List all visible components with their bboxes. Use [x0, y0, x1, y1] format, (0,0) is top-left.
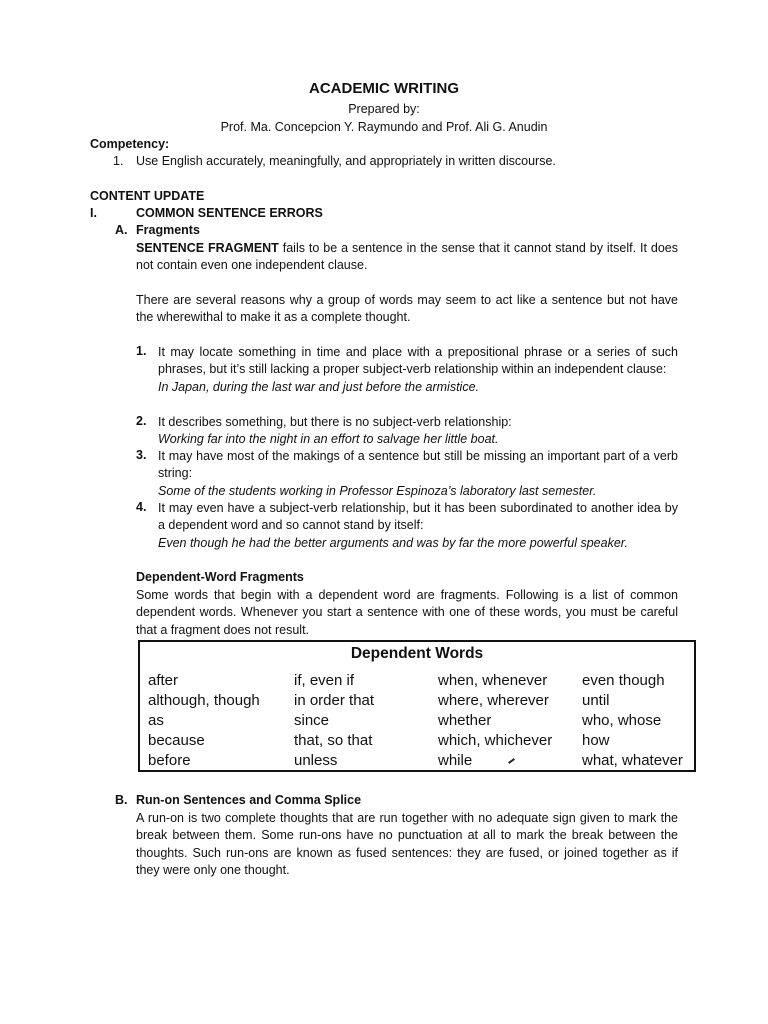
table-cell: if, even if	[294, 672, 355, 689]
table-cell: that, so that	[294, 732, 373, 749]
item-text: It may have most of the makings of a sentence but still be missing an important part of a verb string:	[158, 449, 678, 481]
subsection-b-title: Run-on Sentences and Comma Splice	[136, 793, 362, 807]
item-example: Even though he had the better arguments and was by far the more powerful speaker.	[158, 535, 628, 550]
table-cell: before	[148, 752, 191, 769]
list-item	[158, 448, 678, 500]
table-cell: after	[148, 672, 179, 689]
table-cell: unless	[294, 752, 338, 769]
table-cell: until	[582, 692, 610, 709]
item-example: Some of the students working in Professor Espinoza’s laboratory last semester.	[158, 483, 597, 498]
dependent-word-heading: Dependent-Word Fragments	[136, 570, 304, 584]
runon-paragraph: A run-on is two complete thoughts that are run together with no adequate sign given to mark the break between them. Some run-ons have no punctuation at all to mark the break between the thoughts. Such run-ons are known as fused sentences: they are fused, or joined together as if they were only one thought.	[136, 811, 678, 878]
table-cell: since	[294, 712, 330, 729]
item-number: 4.	[136, 500, 147, 514]
table-cell: even though	[582, 672, 665, 689]
item-example: Working far into the night in an effort to salvage her little boat.	[158, 432, 499, 447]
list-item	[158, 414, 678, 449]
section-title: COMMON SENTENCE ERRORS	[136, 206, 323, 220]
reasons-intro: There are several reasons why a group of words may seem to act like a sentence but not have the wherewithal to make it as a complete thought.	[136, 293, 678, 325]
item-number: 3.	[136, 448, 147, 462]
list-item	[158, 500, 678, 552]
competency-number: 1.	[113, 154, 124, 168]
fragment-definition	[136, 240, 678, 275]
fragment-definition-text: fails to be a sentence in the sense that it cannot stand by itself. It does not contain even one independent clause.	[136, 241, 678, 273]
table-cell: whether	[438, 712, 492, 729]
table-cell: while	[438, 752, 473, 769]
table-cell: how	[582, 732, 610, 749]
content-update-heading: CONTENT UPDATE	[90, 189, 205, 203]
competency-label: Competency:	[90, 137, 170, 151]
subsection-a-label: A.	[115, 223, 128, 237]
fragment-term: SENTENCE FRAGMENT	[136, 241, 279, 255]
dependent-word-paragraph: Some words that begin with a dependent word are fragments. Following is a list of common dependent words. Whenever you start a sentence with one of these words, you must be careful that a fragment does not result.	[136, 588, 678, 637]
document-title: ACADEMIC WRITING	[309, 80, 459, 97]
table-cell: because	[148, 732, 205, 749]
dependent-words-table	[138, 640, 696, 772]
section-number: I.	[90, 206, 97, 220]
table-cell: what, whatever	[582, 752, 683, 769]
subsection-b-label: B.	[115, 793, 128, 807]
table-cell: although, though	[148, 692, 260, 709]
dependent-words-table-title: Dependent Words	[350, 645, 484, 662]
competency-text: Use English accurately, meaningfully, and appropriately in written discourse.	[136, 154, 556, 168]
item-text: It describes something, but there is no subject-verb relationship:	[158, 415, 512, 429]
item-text: It may even have a subject-verb relationship, but it has been subordinated to another idea by a dependent word and so cannot stand by itself:	[158, 501, 678, 533]
prepared-by-label: Prepared by:	[348, 102, 420, 116]
item-number: 2.	[136, 414, 147, 428]
list-item	[158, 344, 678, 396]
authors-line: Prof. Ma. Concepcion Y. Raymundo and Prof. Ali G. Anudin	[220, 120, 548, 134]
item-text: It may locate something in time and place with a prepositional phrase or a series of such phrases, but it’s still lacking a proper subject-verb relationship within an independent clause:	[158, 345, 678, 377]
item-example: In Japan, during the last war and just before the armistice.	[158, 379, 480, 394]
subsection-a-title: Fragments	[136, 223, 200, 237]
item-number: 1.	[136, 344, 147, 358]
table-cell: as	[148, 712, 164, 729]
table-cell: when, whenever	[438, 672, 548, 689]
table-cell: who, whose	[582, 712, 662, 729]
table-cell: which, whichever	[438, 732, 553, 749]
table-cell: where, wherever	[438, 692, 549, 709]
table-cell: in order that	[294, 692, 375, 709]
